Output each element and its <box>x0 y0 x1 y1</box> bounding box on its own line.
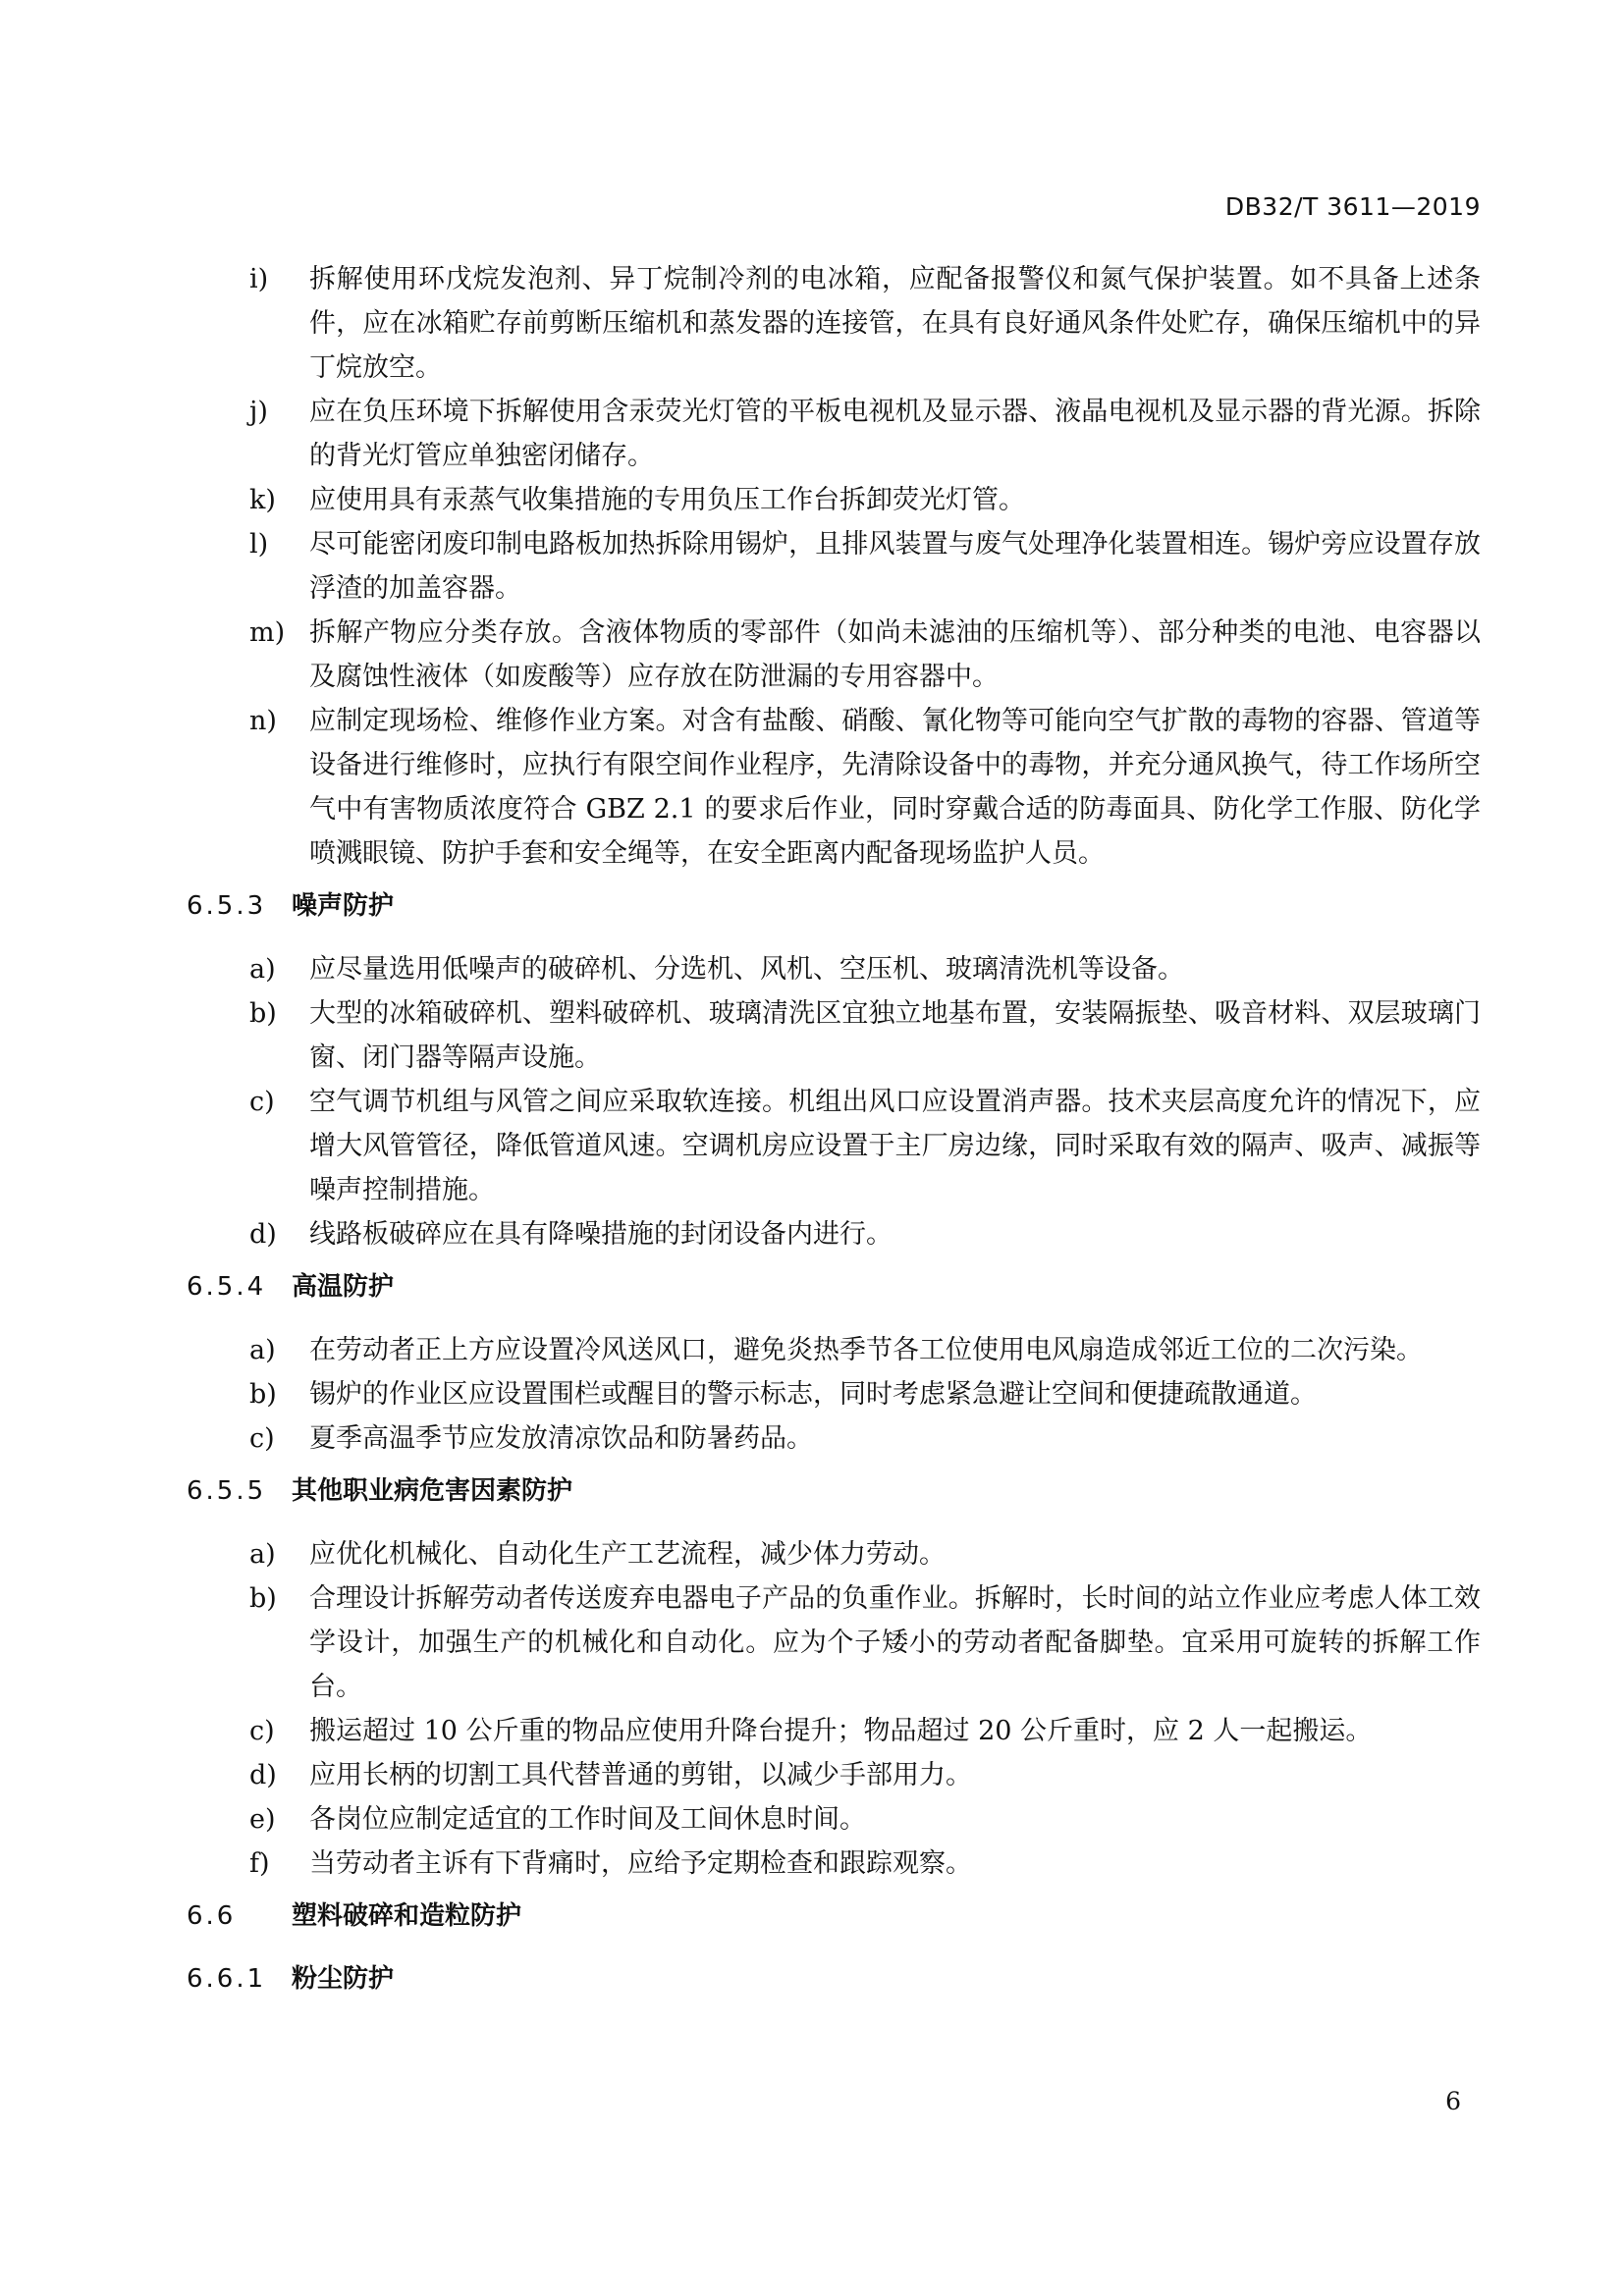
list-item <box>187 1080 1481 1212</box>
section-heading-6-5-5 <box>187 1469 1481 1514</box>
page-number: 6 <box>1445 2087 1461 2115</box>
section-heading-6-5-4 <box>187 1265 1481 1309</box>
document-code: DB32/T 3611—2019 <box>1224 192 1481 221</box>
list-item <box>187 611 1481 699</box>
section-number: 6.5.5 <box>187 1476 267 1506</box>
list-marker: b) <box>249 998 277 1029</box>
list-item <box>187 1532 1481 1576</box>
list-marker: l) <box>249 529 269 560</box>
list-text: 应用长柄的切割工具代替普通的剪钳，以减少手部用力。 <box>309 1760 972 1790</box>
list-text: 应优化机械化、自动化生产工艺流程，减少体力劳动。 <box>309 1539 946 1570</box>
heat-protection-list <box>187 1328 1481 1461</box>
list-item <box>187 947 1481 991</box>
list-item <box>187 1328 1481 1372</box>
section-title: 噪声防护 <box>292 891 395 921</box>
list-text: 搬运超过 10 公斤重的物品应使用升降台提升；物品超过 20 公斤重时，应 2 人一起搬运。 <box>309 1716 1373 1746</box>
list-item <box>187 1416 1481 1461</box>
list-marker: d) <box>249 1760 277 1790</box>
list-marker: k) <box>249 485 276 515</box>
list-marker: b) <box>249 1379 277 1410</box>
list-marker: e) <box>249 1804 276 1835</box>
list-text: 大型的冰箱破碎机、塑料破碎机、玻璃清洗区宜独立地基布置，安装隔振垫、吸音材料、双层玻璃门窗、闭门器等隔声设施。 <box>309 998 1481 1073</box>
other-hazards-list <box>187 1532 1481 1886</box>
section-title: 其他职业病危害因素防护 <box>292 1476 573 1506</box>
list-marker: i) <box>249 264 269 294</box>
list-text: 应制定现场检、维修作业方案。对含有盐酸、硝酸、氰化物等可能向空气扩散的毒物的容器、管道等设备进行维修时，应执行有限空间作业程序，先清除设备中的毒物，并充分通风换气，待工作场所空气中有害物质浓度符合 GBZ 2.1 的要求后作业，同时穿戴合适的防毒面具、防化学工作服、防化学喷溅眼镜、防护手套和安全绳等，在安全距离内配备现场监护人员。 <box>309 706 1481 869</box>
list-text: 应在负压环境下拆解使用含汞荧光灯管的平板电视机及显示器、液晶电视机及显示器的背光源。拆除的背光灯管应单独密闭储存。 <box>309 397 1481 471</box>
continued-list <box>187 257 1481 876</box>
list-text: 拆解使用环戊烷发泡剂、异丁烷制冷剂的电冰箱，应配备报警仪和氮气保护装置。如不具备上述条件，应在冰箱贮存前剪断压缩机和蒸发器的连接管，在具有良好通风条件处贮存，确保压缩机中的异丁烷放空。 <box>309 264 1481 383</box>
section-number: 6.6.1 <box>187 1964 267 1994</box>
document-body <box>187 257 1481 2020</box>
list-item <box>187 1372 1481 1416</box>
list-marker: c) <box>249 1716 275 1746</box>
list-marker: c) <box>249 1087 275 1117</box>
list-text: 锡炉的作业区应设置围栏或醒目的警示标志，同时考虑紧急避让空间和便捷疏散通道。 <box>309 1379 1317 1410</box>
list-text: 拆解产物应分类存放。含液体物质的零部件（如尚未滤油的压缩机等）、部分种类的电池、电容器以及腐蚀性液体（如废酸等）应存放在防泄漏的专用容器中。 <box>309 617 1481 692</box>
section-title: 高温防护 <box>292 1272 395 1302</box>
noise-protection-list <box>187 947 1481 1256</box>
list-marker: a) <box>249 1335 276 1365</box>
list-marker: a) <box>249 954 276 985</box>
list-item <box>187 991 1481 1080</box>
list-marker: f) <box>249 1848 270 1879</box>
list-item <box>187 257 1481 390</box>
section-heading-6-5-3 <box>187 884 1481 929</box>
section-heading-6-6 <box>187 1895 1481 1939</box>
list-item <box>187 1842 1481 1886</box>
list-marker: j) <box>249 397 268 427</box>
list-text: 夏季高温季节应发放清凉饮品和防暑药品。 <box>309 1423 813 1454</box>
list-marker: b) <box>249 1583 277 1614</box>
list-marker: d) <box>249 1219 277 1250</box>
section-number: 6.5.4 <box>187 1272 267 1302</box>
list-text: 线路板破碎应在具有降噪措施的封闭设备内进行。 <box>309 1219 893 1250</box>
list-text: 应尽量选用低噪声的破碎机、分选机、风机、空压机、玻璃清洗机等设备。 <box>309 954 1184 985</box>
list-item <box>187 390 1481 478</box>
section-title: 粉尘防护 <box>292 1964 395 1994</box>
list-text: 空气调节机组与风管之间应采取软连接。机组出风口应设置消声器。技术夹层高度允许的情况下，应增大风管管径，降低管道风速。空调机房应设置于主厂房边缘，同时采取有效的隔声、吸声、减振等噪声控制措施。 <box>309 1087 1481 1205</box>
list-text: 尽可能密闭废印制电路板加热拆除用锡炉，且排风装置与废气处理净化装置相连。锡炉旁应设置存放浮渣的加盖容器。 <box>309 529 1481 604</box>
list-text: 当劳动者主诉有下背痛时，应给予定期检查和跟踪观察。 <box>309 1848 972 1879</box>
list-marker: a) <box>249 1539 276 1570</box>
list-marker: m) <box>249 617 286 648</box>
list-text: 各岗位应制定适宜的工作时间及工间休息时间。 <box>309 1804 866 1835</box>
list-item <box>187 1709 1481 1753</box>
list-item <box>187 522 1481 611</box>
list-item <box>187 1212 1481 1256</box>
section-title: 塑料破碎和造粒防护 <box>292 1901 522 1931</box>
list-text: 在劳动者正上方应设置冷风送风口，避免炎热季节各工位使用电风扇造成邻近工位的二次污染。 <box>309 1335 1423 1365</box>
list-marker: n) <box>249 706 277 736</box>
list-item <box>187 478 1481 522</box>
list-item <box>187 1576 1481 1709</box>
list-text: 合理设计拆解劳动者传送废弃电器电子产品的负重作业。拆解时，长时间的站立作业应考虑人体工效学设计，加强生产的机械化和自动化。应为个子矮小的劳动者配备脚垫。宜采用可旋转的拆解工作台。 <box>309 1583 1481 1702</box>
list-marker: c) <box>249 1423 275 1454</box>
list-item <box>187 1753 1481 1797</box>
section-number: 6.5.3 <box>187 891 267 921</box>
list-text: 应使用具有汞蒸气收集措施的专用负压工作台拆卸荧光灯管。 <box>309 485 1025 515</box>
list-item <box>187 1797 1481 1842</box>
list-item <box>187 699 1481 876</box>
section-number: 6.6 <box>187 1901 237 1931</box>
section-heading-6-6-1 <box>187 1957 1481 2002</box>
